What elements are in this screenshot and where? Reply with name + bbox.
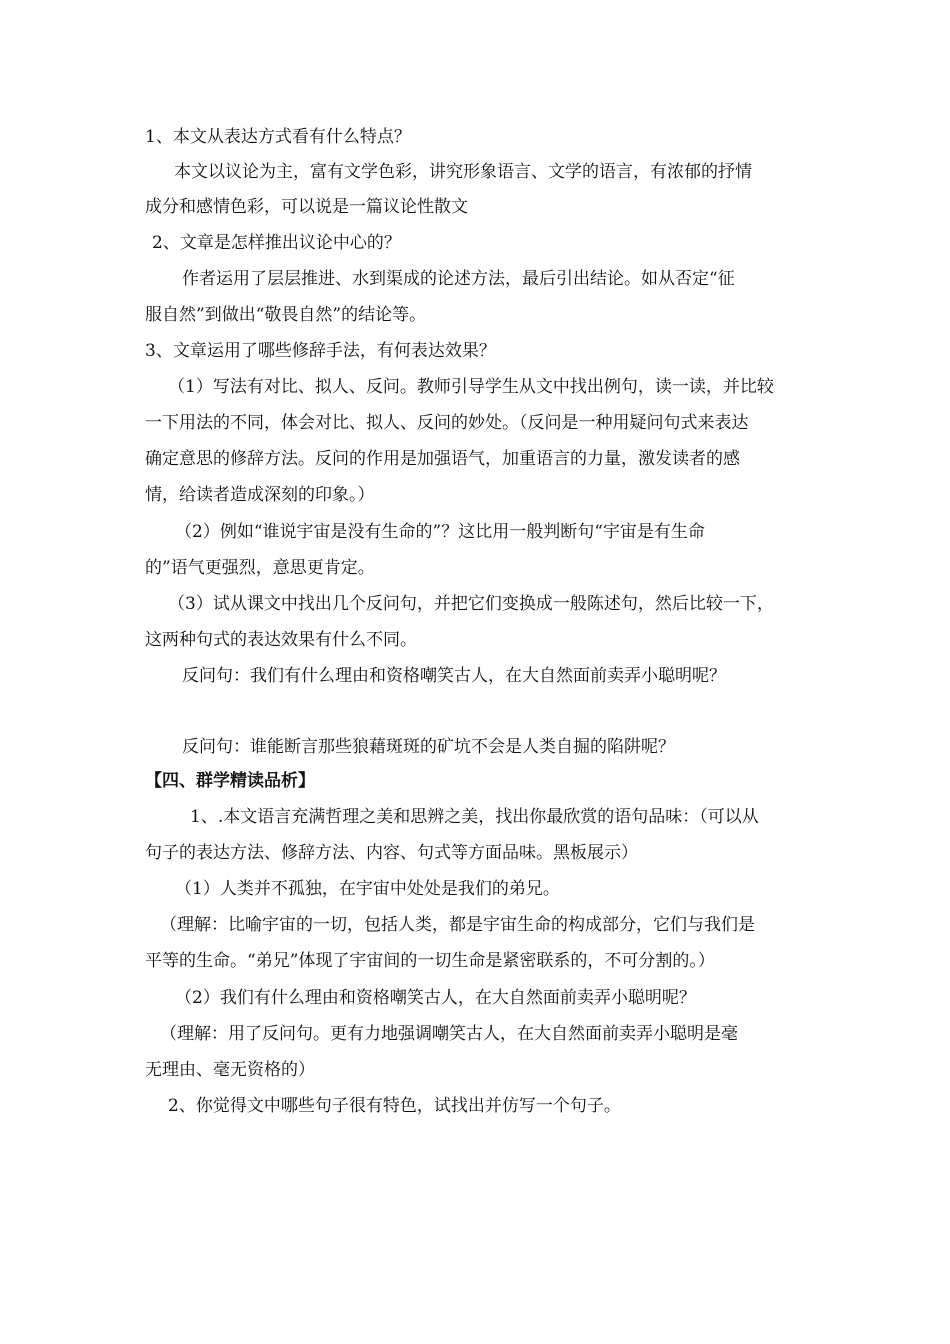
question-3: 3、文章运用了哪些修辞手法，有何表达效果？ [145,341,496,361]
answer-3-2-line-2: 的”语气更强烈，意思更肯定。 [145,558,375,578]
answer-3-1-line-2: 一下用法的不同，体会对比、拟人、反问的妙处。（反问是一种用疑问句式来表达 [145,413,749,433]
answer-2-line-2: 服自然”到做出“敬畏自然”的结论等。 [145,305,427,325]
answer-1-line-1: 本文以议论为主，富有文学色彩，讲究形象语言、文学的语言，有浓郁的抒情 [174,162,752,182]
item-1-line-1: 1、.本文语言充满哲理之美和思辨之美，找出你最欣赏的语句品味：（可以从 [190,807,759,827]
answer-3-2-line-1: （2）例如“谁说宇宙是没有生命的”？这比用一般判断句“宇宙是有生命 [175,522,705,542]
question-1: 1、本文从表达方式看有什么特点？ [145,127,411,147]
item-2: 2、你觉得文中哪些句子很有特色，试找出并仿写一个句子。 [168,1096,621,1116]
example-sentence-1: （1）人类并不孤独，在宇宙中处处是我们的弟兄。 [175,879,560,899]
rhetorical-question-2: 反问句：谁能断言那些狼藉斑斑的矿坑不会是人类自掘的陷阱呢？ [182,737,675,757]
explanation-1-line-2: 平等的生命。“弟兄”体现了宇宙间的一切生命是紧密联系的，不可分割的。） [145,951,715,971]
explanation-2-line-1: （理解：用了反问句。更有力地强调嘲笑古人，在大自然面前卖弄小聪明是毫 [160,1024,738,1044]
rhetorical-question-1: 反问句：我们有什么理由和资格嘲笑古人，在大自然面前卖弄小聪明呢？ [182,666,726,686]
answer-3-3-line-1: （3）试从课文中找出几个反问句，并把它们变换成一般陈述句，然后比较一下， [168,594,774,614]
section-heading-4: 【四、群学精读品析】 [145,771,315,791]
explanation-2-line-2: 无理由、毫无资格的） [145,1060,315,1080]
answer-3-1-line-3: 确定意思的修辞方法。反问的作用是加强语气，加重语言的力量，激发读者的感 [145,449,740,469]
item-1-line-2: 句子的表达方法、修辞方法、内容、句式等方面品味。黑板展示） [145,843,638,863]
answer-2-line-1: 作者运用了层层推进、水到渠成的论述方法，最后引出结论。如从否定“征 [182,269,735,289]
answer-1-line-2: 成分和感情色彩，可以说是一篇议论性散文 [145,197,468,217]
explanation-1-line-1: （理解：比喻宇宙的一切，包括人类，都是宇宙生命的构成部分，它们与我们是 [160,915,755,935]
question-2: 2、文章是怎样推出议论中心的？ [152,233,401,253]
answer-3-3-line-2: 这两种句式的表达效果有什么不同。 [145,630,417,650]
answer-3-1-line-1: （1）写法有对比、拟人、反问。教师引导学生从文中找出例句，读一读，并比较 [168,377,774,397]
example-sentence-2: （2）我们有什么理由和资格嘲笑古人，在大自然面前卖弄小聪明呢？ [175,988,696,1008]
answer-3-1-line-4: 情，给读者造成深刻的印象。） [145,485,375,505]
